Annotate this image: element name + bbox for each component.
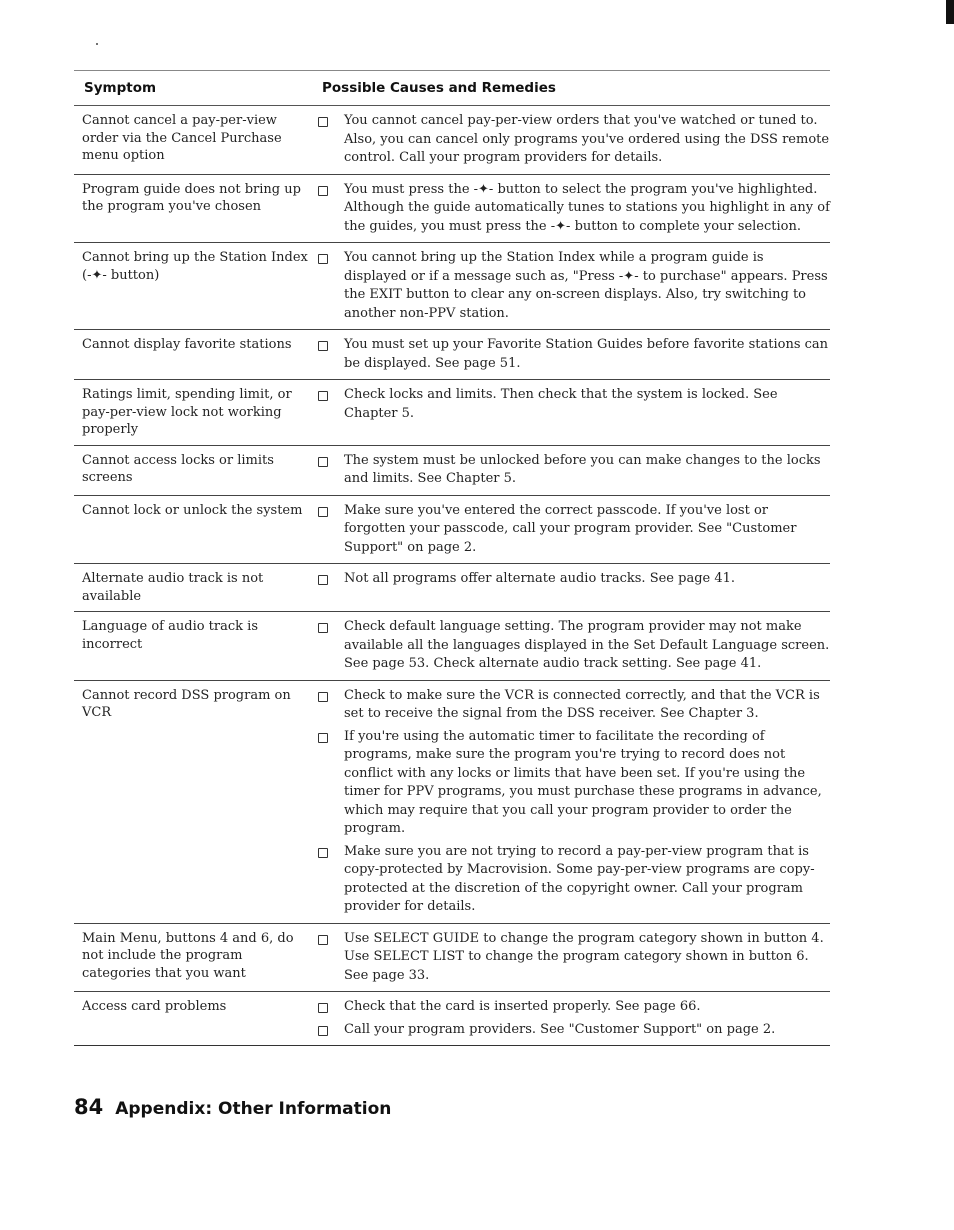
remedy-item <box>318 998 830 1017</box>
remedy-text: Make sure you are not trying to record a pay-per-view program that is copy-protected by Macrovision. Some pay-per-view programs are copy-protected at the discretion of the copyright owner. Call your program provider for details. <box>344 843 815 914</box>
remedy-item <box>318 570 830 589</box>
page-number: 84 <box>74 1095 104 1119</box>
remedy-item <box>318 181 830 237</box>
table-row <box>74 380 830 446</box>
remedy-item <box>318 1021 830 1040</box>
remedy-text: Check that the card is inserted properly. See page 66. <box>344 999 701 1014</box>
symptom-column-header: Symptom <box>84 80 157 96</box>
table-row <box>74 330 830 380</box>
remedy-text: You must set up your Favorite Station Guides before favorite stations can be displayed. See page 51. <box>344 337 829 371</box>
checkbox-bullet-icon <box>318 1026 328 1036</box>
symptom-cell: Cannot bring up the Station Index (-✦- button) <box>82 250 308 283</box>
checkbox-bullet-icon <box>318 575 328 585</box>
scan-speck <box>96 43 98 45</box>
remedies-cell <box>318 570 830 605</box>
table-row <box>74 496 830 565</box>
remedy-item <box>318 843 830 917</box>
table-row <box>74 446 830 496</box>
remedy-item <box>318 386 830 423</box>
remedy-item <box>318 687 830 724</box>
remedy-text: Call your program providers. See "Customer Support" on page 2. <box>344 1021 776 1037</box>
table-row <box>74 924 830 993</box>
remedy-text: Use SELECT GUIDE to change the program category shown in button 4. Use SELECT LIST to change the program category shown in button 6. See page 33. <box>344 930 824 983</box>
checkbox-bullet-icon <box>318 341 328 351</box>
checkbox-bullet-icon <box>318 935 328 945</box>
remedy-text: Check to make sure the VCR is connected correctly, and that the VCR is set to receive the signal from the DSS receiver. See Chapter 3. <box>344 687 820 721</box>
checkbox-bullet-icon <box>318 848 328 858</box>
table-body <box>74 106 830 1046</box>
remedy-item <box>318 618 830 674</box>
table-row <box>74 681 830 924</box>
remedy-item <box>318 249 830 323</box>
symptom-cell: Cannot cancel a pay-per-view order via the Cancel Purchase menu option <box>82 113 282 163</box>
checkbox-bullet-icon <box>318 457 328 467</box>
checkbox-bullet-icon <box>318 733 328 743</box>
remedies-cell <box>318 452 830 489</box>
remedies-column-header: Possible Causes and Remedies <box>322 80 556 96</box>
remedies-cell <box>318 618 830 674</box>
remedies-cell <box>318 249 830 323</box>
remedies-cell <box>318 687 830 917</box>
remedy-item <box>318 112 830 168</box>
checkbox-bullet-icon <box>318 254 328 264</box>
remedy-text: Check default language setting. The program provider may not make available all the languages displayed in the Set Default Language screen. See page 53. Check alternate audio track setting. See page 41. <box>344 619 830 671</box>
symptom-cell: Main Menu, buttons 4 and 6, do not include the program categories that you want <box>82 930 294 981</box>
table-header <box>74 70 830 106</box>
remedies-cell <box>318 336 830 373</box>
symptom-cell: Access card problems <box>82 999 227 1014</box>
checkbox-bullet-icon <box>318 1003 328 1013</box>
remedy-item <box>318 930 830 986</box>
remedies-cell <box>318 502 830 558</box>
remedies-cell <box>318 181 830 237</box>
symptom-cell: Cannot access locks or limits screens <box>82 452 274 485</box>
remedies-cell <box>318 386 830 439</box>
remedy-item <box>318 452 830 489</box>
remedy-text: You must press the -✦- button to select the program you've highlighted. Although the guide automatically tunes to stations you highlight in any of the guides, you must press the -✦- button to complete your selection. <box>344 181 830 234</box>
remedy-item <box>318 728 830 839</box>
checkbox-bullet-icon <box>318 623 328 633</box>
section-title: Appendix: Other Information <box>115 1099 392 1119</box>
symptom-cell: Alternate audio track is not available <box>82 571 264 604</box>
remedy-text: Make sure you've entered the correct passcode. If you've lost or forgotten your passcode, call your program provider. See "Customer Support" on page 2. <box>344 502 797 555</box>
remedy-text: Check locks and limits. Then check that the system is locked. See Chapter 5. <box>344 387 778 421</box>
remedy-text: Not all programs offer alternate audio tracks. See page 41. <box>344 571 736 586</box>
remedies-cell <box>318 112 830 168</box>
table-row <box>74 612 830 681</box>
symptom-cell: Program guide does not bring up the program you've chosen <box>82 181 301 214</box>
remedy-text: You cannot bring up the Station Index while a program guide is displayed or if a message such as, "Press -✦- to purchase" appears. Press the EXIT button to clear any on-screen displays. Also, try switching to another non-PPV station. <box>344 250 828 321</box>
troubleshooting-table <box>74 70 830 1046</box>
remedies-cell <box>318 998 830 1039</box>
table-row <box>74 243 830 330</box>
symptom-cell: Language of audio track is incorrect <box>82 619 258 652</box>
remedy-item <box>318 336 830 373</box>
checkbox-bullet-icon <box>318 391 328 401</box>
checkbox-bullet-icon <box>318 117 328 127</box>
remedies-cell <box>318 930 830 986</box>
checkbox-bullet-icon <box>318 692 328 702</box>
symptom-cell: Ratings limit, spending limit, or pay-per-view lock not working properly <box>82 387 292 437</box>
symptom-cell: Cannot lock or unlock the system <box>82 502 303 518</box>
remedy-text: You cannot cancel pay-per-view orders that you've watched or tuned to. Also, you can cancel only programs you've ordered using the DSS remote control. Call your program providers for details. <box>344 113 830 165</box>
remedy-text: The system must be unlocked before you can make changes to the locks and limits. See Chapter 5. <box>344 452 821 486</box>
table-row <box>74 564 830 612</box>
checkbox-bullet-icon <box>318 507 328 517</box>
symptom-cell: Cannot display favorite stations <box>82 337 292 352</box>
page-footer <box>74 1095 391 1119</box>
edge-mark <box>946 0 954 24</box>
remedy-text: If you're using the automatic timer to facilitate the recording of programs, make sure the program you're trying to record does not conflict with any locks or limits that have been set. If you're using the timer for PPV programs, you must purchase these programs in advance, which may require that you call your program provider to order the program. <box>344 728 822 836</box>
symptom-cell: Cannot record DSS program on VCR <box>82 687 291 720</box>
table-row <box>74 106 830 175</box>
checkbox-bullet-icon <box>318 186 328 196</box>
table-row <box>74 175 830 244</box>
remedy-item <box>318 502 830 558</box>
table-row <box>74 992 830 1046</box>
